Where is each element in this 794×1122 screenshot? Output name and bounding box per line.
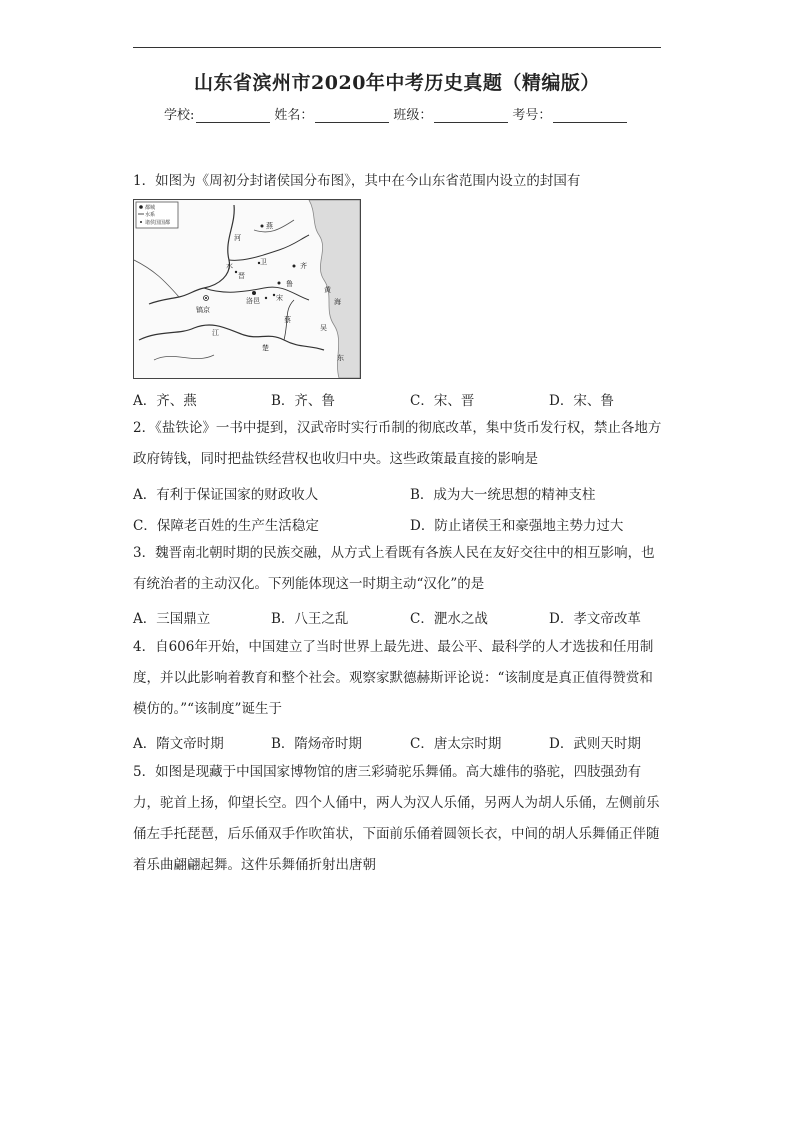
map-label-huang: 黄 bbox=[324, 286, 331, 294]
map-legend-fief: 诸侯国国都 bbox=[145, 220, 171, 226]
map-label-shui: 水 bbox=[226, 262, 233, 270]
map-label-luoyi: 洛邑 bbox=[246, 297, 260, 305]
name-blank[interactable] bbox=[315, 110, 389, 123]
examno-label: 考号： bbox=[512, 108, 552, 123]
map-label-yan: 燕 bbox=[266, 222, 273, 230]
question-2-options-row1 bbox=[133, 483, 663, 505]
q2-option-d[interactable]: D．防止诸侯王和豪强地主势力过大 bbox=[410, 518, 624, 534]
map-label-jin: 晋 bbox=[238, 272, 245, 280]
map-legend-river: 水系 bbox=[145, 212, 156, 218]
q2-option-b[interactable]: B．成为大一统思想的精神支柱 bbox=[410, 487, 596, 503]
map-label-haojing: 镐京 bbox=[196, 306, 210, 314]
q3-option-d[interactable]: D．孝文帝改革 bbox=[549, 611, 641, 627]
zhou-fief-map bbox=[133, 199, 361, 379]
map-label-song: 宋 bbox=[276, 294, 283, 302]
q4-option-a[interactable]: A．隋文帝时期 bbox=[133, 736, 224, 752]
q1-option-b[interactable]: B．齐、鲁 bbox=[271, 393, 335, 409]
school-label: 学校: bbox=[164, 108, 195, 123]
q1-option-c[interactable]: C．宋、晋 bbox=[410, 393, 475, 409]
name-label: 姓名： bbox=[274, 108, 314, 123]
map-label-chu: 楚 bbox=[262, 344, 269, 352]
map-label-cai: 蔡 bbox=[284, 316, 291, 324]
q3-option-c[interactable]: C．淝水之战 bbox=[410, 611, 488, 627]
question-2-text: 2．《盐铁论》一书中提到，汉武帝时实行币制的彻底改革，集中货币发行权，禁止各地方政府铸钱，同时把盐铁经营权也收归中央。这些政策最直接的影响是 bbox=[133, 420, 662, 467]
page-title: 山东省滨州市2020年中考历史真题（精编版） bbox=[194, 72, 600, 94]
q2-option-a[interactable]: A．有利于保证国家的财政收人 bbox=[133, 487, 319, 503]
top-rule bbox=[133, 47, 661, 48]
question-3-options bbox=[133, 607, 663, 629]
question-1-options bbox=[133, 389, 663, 411]
map-label-qi: 齐 bbox=[300, 262, 307, 270]
school-blank[interactable] bbox=[196, 110, 270, 123]
class-blank[interactable] bbox=[434, 110, 508, 123]
question-4-text: 4．自606年开始，中国建立了当时世界上最先进、最公平、最科学的人才选拔和任用制度，并以此影响着教育和整个社会。观察家默德赫斯评论说：“该制度是真正值得赞赏和模仿的。”“该制度”诞生于 bbox=[133, 639, 654, 717]
q4-option-b[interactable]: B．隋炀帝时期 bbox=[271, 736, 362, 752]
q4-option-c[interactable]: C．唐太宗时期 bbox=[410, 736, 502, 752]
map-label-jiang: 江 bbox=[212, 329, 219, 337]
q3-option-a[interactable]: A．三国鼎立 bbox=[133, 611, 211, 627]
map-label-lu: 鲁 bbox=[286, 280, 293, 288]
q1-option-d[interactable]: D．宋、鲁 bbox=[549, 393, 614, 409]
map-label-hai: 海 bbox=[334, 298, 341, 306]
student-info-line bbox=[164, 104, 631, 123]
class-label: 班级： bbox=[393, 108, 433, 123]
question-3-text: 3．魏晋南北朝时期的民族交融，从方式上看既有各族人民在友好交往中的相互影响，也有统治者的主动汉化。下列能体现这一时期主动“汉化”的是 bbox=[133, 545, 655, 592]
map-label-wei: 卫 bbox=[260, 258, 267, 266]
q2-option-c[interactable]: C．保障老百姓的生产生活稳定 bbox=[133, 518, 319, 534]
examno-blank[interactable] bbox=[553, 110, 627, 123]
q4-option-d[interactable]: D．武则天时期 bbox=[549, 736, 641, 752]
question-5-text: 5．如图是现藏于中国国家博物馆的唐三彩骑驼乐舞俑。高大雄伟的骆驼，四肢强劲有力，驼首上扬，仰望长空。四个人俑中，两人为汉人乐俑，另两人为胡人乐俑，左侧前乐俑左手托琵琶，后乐俑双手作吹笛状，下面前乐俑着圆领长衣，中间的胡人乐舞俑正伴随着乐曲翩翩起舞。这件乐舞俑折射出唐朝 bbox=[133, 764, 660, 873]
question-1-text: 1．如图为《周初分封诸侯国分布图》，其中在今山东省范围内设立的封国有 bbox=[133, 173, 581, 189]
map-label-he: 河 bbox=[234, 234, 241, 242]
map-label-dong: 东 bbox=[337, 354, 344, 362]
question-2-options-row2 bbox=[133, 514, 663, 536]
question-4-options bbox=[133, 732, 663, 754]
map-label-wu: 吴 bbox=[320, 324, 327, 332]
map-legend-capital: 都城 bbox=[145, 205, 156, 211]
q3-option-b[interactable]: B．八王之乱 bbox=[271, 611, 349, 627]
q1-option-a[interactable]: A．齐、燕 bbox=[133, 393, 197, 409]
